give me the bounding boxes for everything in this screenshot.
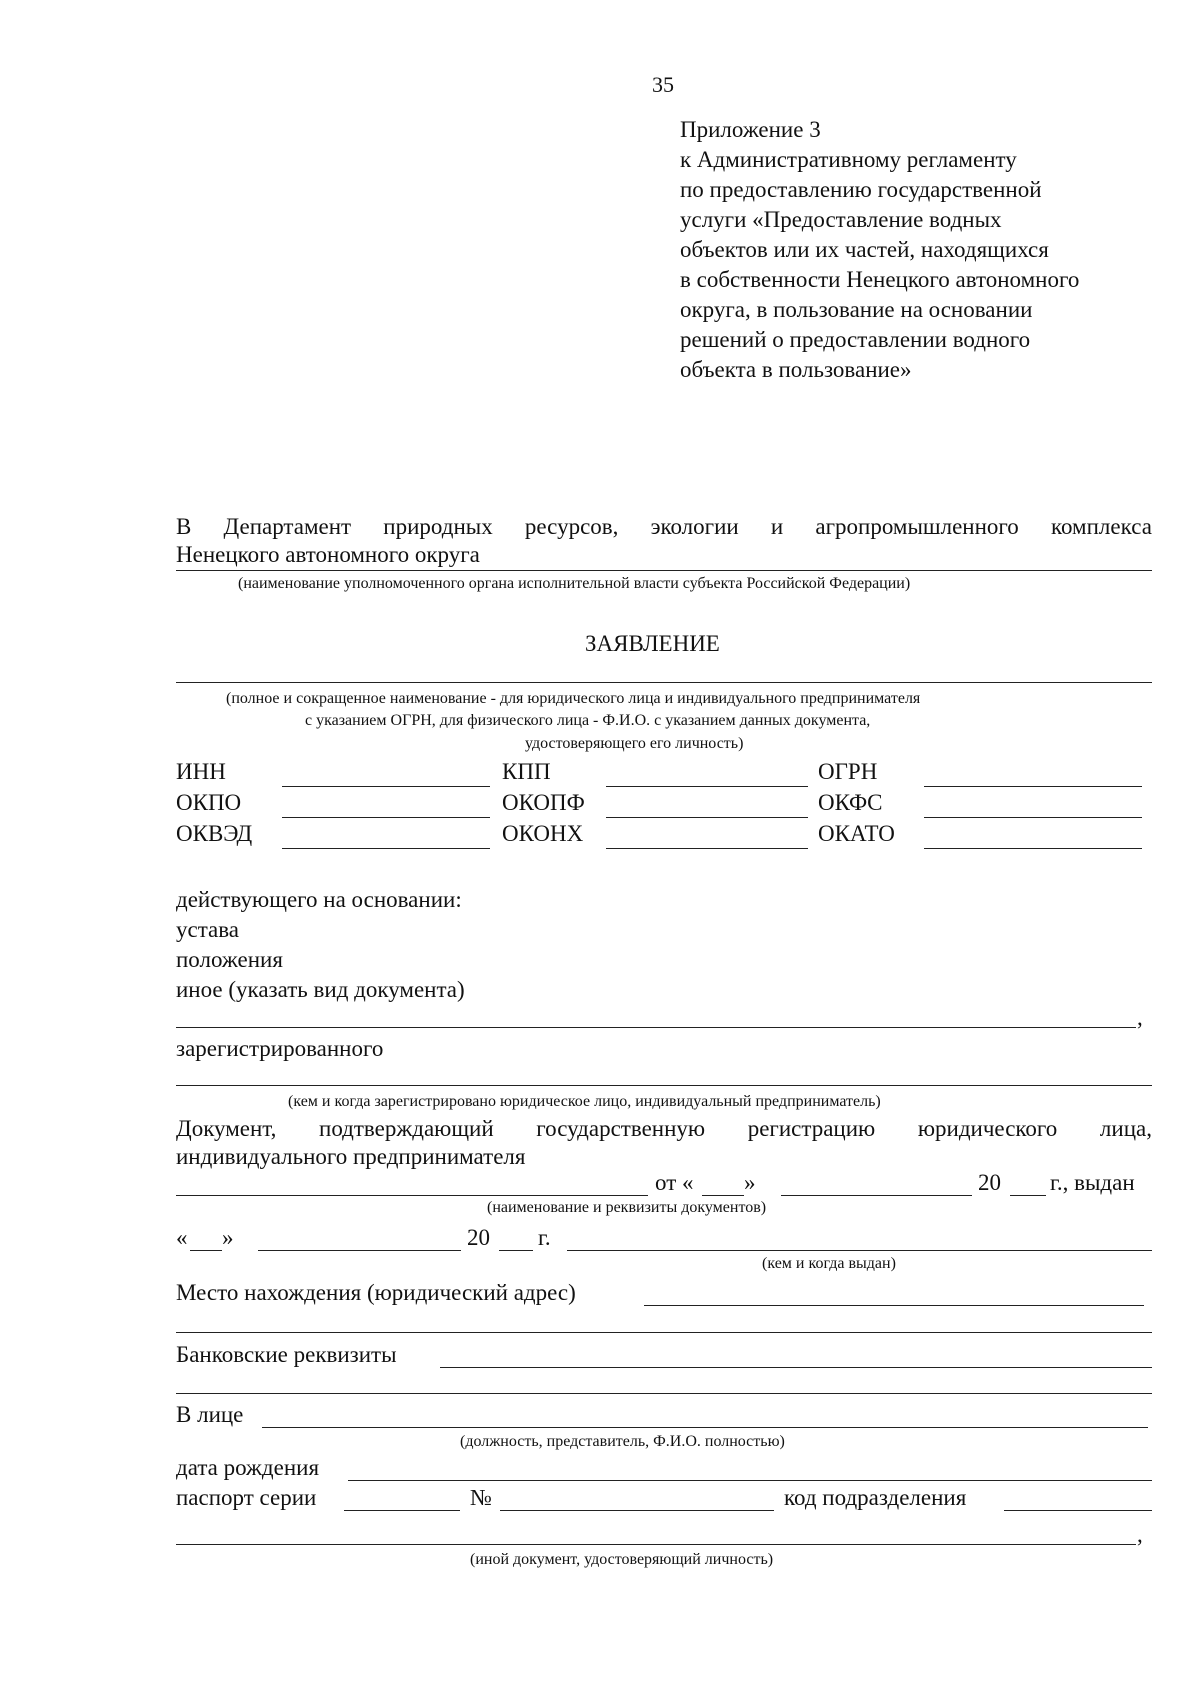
other-id-field[interactable] [176,1544,1136,1545]
passport-series-label: паспорт серии [176,1485,317,1510]
okonh-field[interactable] [606,848,808,849]
word: природных [383,514,493,539]
other-document-field[interactable] [176,1027,1136,1028]
docs-hint: (наименование и реквизиты документов) [487,1199,767,1216]
appendix-line: к Административному регламенту [680,147,1017,172]
division-code-label: код подразделения [784,1485,967,1510]
number-sign: № [470,1485,492,1510]
basis-option-regulation[interactable]: положения [176,947,283,972]
comma: , [1137,1005,1143,1030]
okfs-label: ОКФС [818,790,883,815]
applicant-name-field[interactable] [176,682,1152,683]
quote-close: » [744,1170,756,1195]
word: агропромышленного [815,514,1019,539]
appendix-line: решений о предоставлении водного [680,327,1031,352]
ogrn-field[interactable] [924,786,1142,787]
addressee-underline[interactable] [176,570,1152,571]
issue-day-field[interactable] [190,1250,222,1251]
kpp-field[interactable] [606,786,808,787]
form-title: ЗАЯВЛЕНИЕ [585,631,720,656]
birth-label: дата рождения [176,1455,320,1480]
birth-date-field[interactable] [348,1480,1152,1481]
issued-by-hint: (кем и когда выдан) [762,1255,896,1272]
doc-year-field[interactable] [1010,1195,1046,1196]
year-prefix: 20 [467,1225,490,1250]
reg-doc-line-2: индивидуального предпринимателя [176,1144,526,1169]
okpo-label: ОКПО [176,790,242,815]
kpp-label: КПП [502,759,551,784]
word: подтверждающий [319,1116,494,1141]
appendix-line: округа, в пользование на основании [680,297,1033,322]
addressee-line [176,515,1152,538]
issue-year-field[interactable] [499,1250,533,1251]
reg-doc-line [176,1117,1152,1140]
word: и [770,514,784,539]
appendix-line: объектов или их частей, находящихся [680,237,1049,262]
okopf-label: ОКОПФ [502,790,585,815]
address-field[interactable] [644,1305,1144,1306]
addressee-line-2: Ненецкого автономного округа [176,542,480,567]
inn-field[interactable] [282,786,490,787]
registered-field[interactable] [176,1085,1152,1086]
bank-field[interactable] [440,1367,1152,1368]
comma: , [1137,1522,1143,1547]
date-from-label: от « [655,1170,694,1195]
registered-hint: (кем и когда зарегистрировано юридическое лицо, индивидуальный предприниматель) [288,1093,881,1110]
basis-heading: действующего на основании: [176,887,462,912]
applicant-hint: (полное и сокращенное наименование - для юридического лица и индивидуального предпринимателя [226,690,921,707]
doc-day-field[interactable] [702,1195,744,1196]
appendix-line: по предоставлению государственной [680,177,1042,202]
applicant-hint: с указанием ОГРН, для физического лица - Ф.И.О. с указанием данных документа, [305,712,871,729]
person-field[interactable] [262,1427,1148,1428]
okato-field[interactable] [924,848,1142,849]
division-code-field[interactable] [1004,1510,1152,1511]
addressee-hint: (наименование уполномоченного органа исполнительной власти субъекта Российской Федерации) [238,575,911,592]
okved-field[interactable] [282,848,490,849]
word: лица, [1099,1116,1152,1141]
person-hint: (должность, представитель, Ф.И.О. полностью) [460,1433,785,1450]
quote-close: » [222,1225,234,1250]
appendix-line: объекта в пользование» [680,357,912,382]
word: экологии [650,514,739,539]
okonh-label: ОКОНХ [502,821,584,846]
appendix-heading [680,115,1180,385]
issued-label: г., выдан [1050,1170,1135,1195]
quote-open: « [176,1225,188,1250]
word: Документ, [176,1116,277,1141]
registered-label: зарегистрированного [176,1036,384,1061]
address-field-2[interactable] [176,1332,1152,1333]
word: регистрацию [747,1116,876,1141]
page-number: 35 [652,72,674,97]
document-name-field[interactable] [176,1195,648,1196]
year-prefix: 20 [978,1170,1001,1195]
basis-option-charter[interactable]: устава [176,917,240,942]
address-label: Место нахождения (юридический адрес) [176,1280,576,1305]
ogrn-label: ОГРН [818,759,878,784]
okpo-field[interactable] [282,817,490,818]
passport-number-field[interactable] [500,1510,774,1511]
okfs-field[interactable] [924,817,1142,818]
person-label: В лице [176,1402,244,1427]
word: юридического [917,1116,1058,1141]
word: В [176,514,192,539]
inn-label: ИНН [176,759,226,784]
word: ресурсов, [524,514,619,539]
appendix-line: Приложение 3 [680,117,821,142]
appendix-line: услуги «Предоставление водных [680,207,1002,232]
other-id-hint: (иной документ, удостоверяющий личность) [470,1551,774,1568]
word: государственную [536,1116,706,1141]
okato-label: ОКАТО [818,821,895,846]
doc-month-field[interactable] [781,1195,972,1196]
passport-series-field[interactable] [344,1510,460,1511]
okopf-field[interactable] [606,817,808,818]
basis-option-other[interactable]: иное (указать вид документа) [176,977,465,1002]
word: Департамент [223,514,352,539]
issued-by-field[interactable] [567,1250,1152,1251]
appendix-line: в собственности Ненецкого автономного [680,267,1080,292]
issue-month-field[interactable] [258,1250,461,1251]
bank-field-2[interactable] [176,1393,1152,1394]
okved-label: ОКВЭД [176,821,253,846]
year-suffix: г. [538,1225,551,1250]
applicant-hint: удостоверяющего его личность) [525,735,744,752]
word: комплекса [1050,514,1152,539]
bank-label: Банковские реквизиты [176,1342,397,1367]
